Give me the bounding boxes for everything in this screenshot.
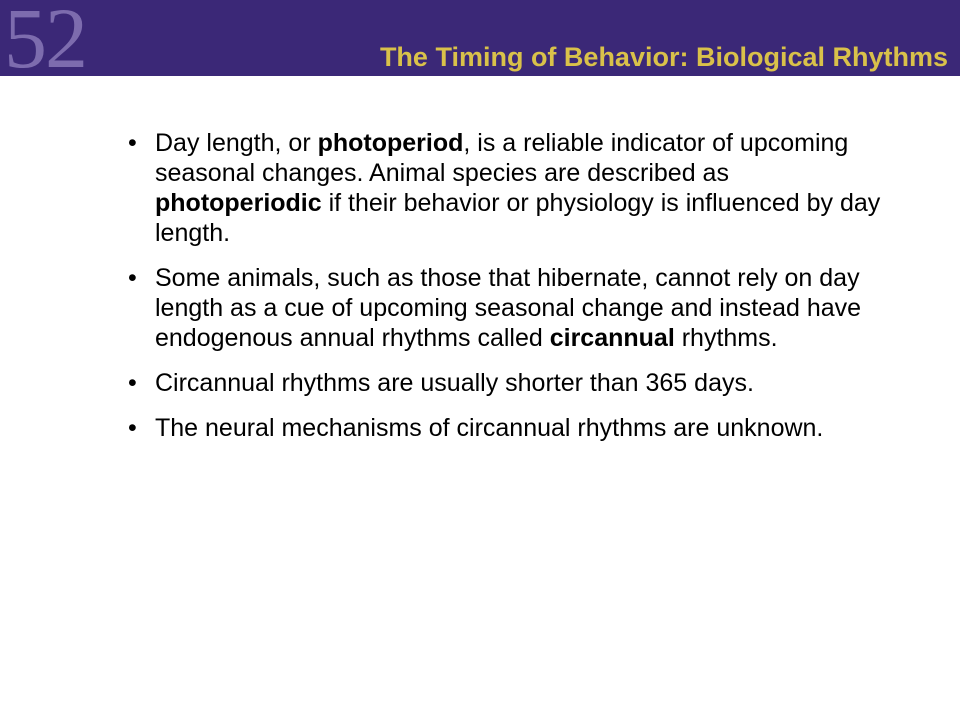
- bullet-text-segment: The neural mechanisms of circannual rhythms are unknown.: [155, 414, 824, 442]
- bullet-marker: •: [128, 414, 137, 442]
- bullet-text: [155, 128, 888, 248]
- bullet-text: [155, 263, 888, 353]
- bullet-item: [128, 368, 888, 398]
- bullet-text-segment: Some animals, such as those that hibernate, cannot rely on day length as a cue of upcoming seasonal change and instead have endogenous annual rhythms called: [155, 264, 862, 352]
- bold-term: photoperiodic: [155, 189, 322, 217]
- bullet-item: [128, 128, 888, 248]
- bullet-text-segment: , is a reliable indicator of upcoming seasonal changes. Animal species are described as: [155, 129, 849, 187]
- bullet-text: [155, 413, 888, 443]
- bullet-item: [128, 413, 888, 443]
- chapter-number: 52: [4, 0, 86, 86]
- bullet-list: [128, 128, 888, 458]
- bold-term: photoperiod: [317, 129, 464, 157]
- bold-term: circannual: [549, 324, 675, 352]
- slide-title: The Timing of Behavior: Biological Rhythms: [379, 42, 948, 72]
- slide-header: [0, 0, 960, 86]
- bullet-marker: •: [128, 129, 137, 157]
- bullet-text: [155, 368, 888, 398]
- bullet-text-segment: rhythms.: [674, 324, 778, 352]
- bullet-text-segment: Day length, or: [155, 129, 318, 157]
- bullet-text-segment: if their behavior or physiology is influenced by day length.: [155, 189, 881, 247]
- bullet-marker: •: [128, 369, 137, 397]
- bullet-marker: •: [128, 264, 137, 292]
- bullet-item: [128, 263, 888, 353]
- bullet-text-segment: Circannual rhythms are usually shorter than 365 days.: [155, 369, 754, 397]
